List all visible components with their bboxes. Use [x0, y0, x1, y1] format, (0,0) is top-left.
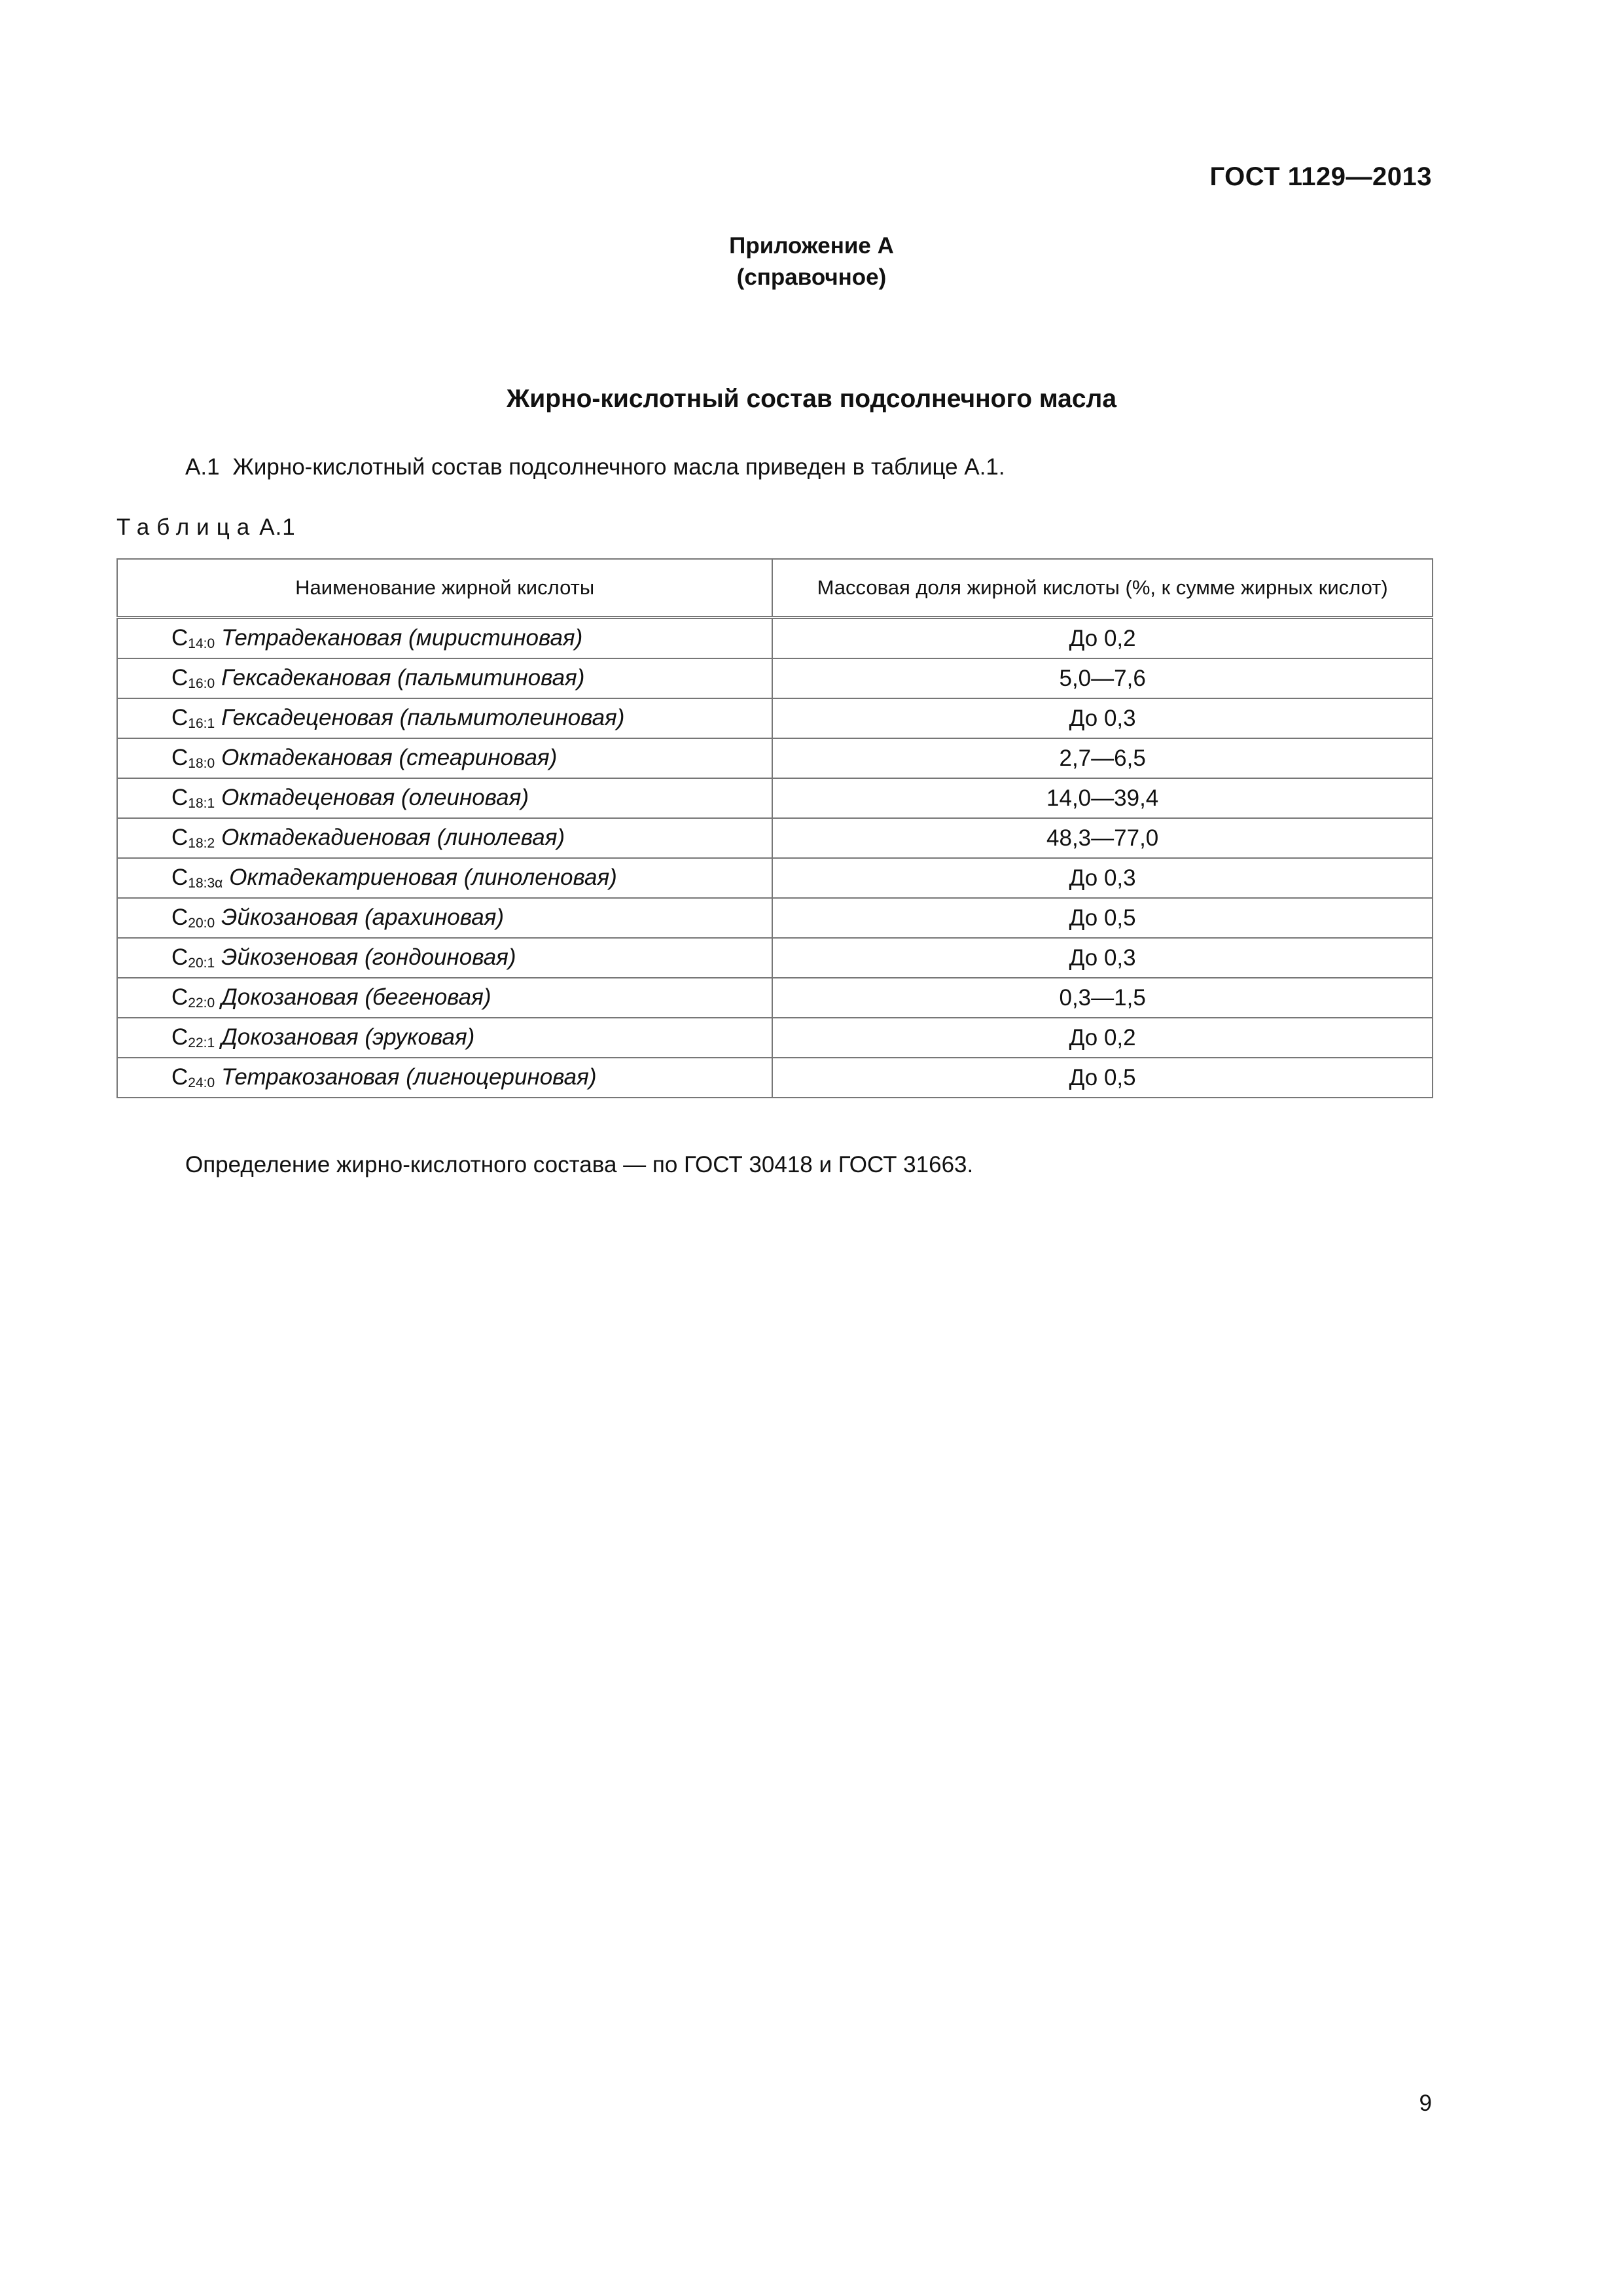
formula-index: 16:0	[188, 676, 215, 691]
acid-name: Тетракозановая (лигноцериновая)	[221, 1064, 597, 1090]
column-header-acid-name: Наименование жирной кислоты	[117, 559, 772, 618]
mass-fraction-cell: До 0,3	[772, 858, 1433, 898]
acid-name-cell	[117, 778, 772, 818]
table-caption	[116, 514, 296, 541]
formula-index: 20:1	[188, 956, 215, 971]
mass-fraction-cell: 0,3—1,5	[772, 978, 1433, 1018]
acid-name-cell	[117, 1058, 772, 1098]
acid-formula	[171, 984, 215, 1010]
formula-index: 22:0	[188, 996, 215, 1011]
formula-index: 18:0	[188, 756, 215, 771]
acid-formula	[171, 944, 215, 970]
acid-formula	[171, 1024, 215, 1050]
formula-letter: C	[171, 905, 188, 930]
table-body	[117, 618, 1433, 1098]
acid-name-cell	[117, 698, 772, 738]
mass-fraction-cell: 5,0—7,6	[772, 658, 1433, 698]
table-row	[117, 778, 1433, 818]
formula-letter: C	[171, 745, 188, 770]
table-row	[117, 618, 1433, 659]
acid-name: Гексадекановая (пальмитиновая)	[221, 665, 585, 691]
acid-name-cell	[117, 738, 772, 778]
acid-formula	[171, 745, 215, 770]
formula-letter: C	[171, 1024, 188, 1050]
table-row	[117, 938, 1433, 978]
table-row	[117, 1058, 1433, 1098]
acid-formula	[171, 625, 215, 651]
acid-name: Эйкозановая (арахиновая)	[221, 905, 505, 930]
acid-formula	[171, 865, 223, 890]
acid-name: Октадеценовая (олеиновая)	[221, 785, 529, 810]
acid-name: Докозановая (эруковая)	[221, 1024, 475, 1050]
annex-subtitle: (справочное)	[736, 264, 887, 290]
table-row	[117, 738, 1433, 778]
acid-name: Октадекадиеновая (линолевая)	[221, 825, 565, 850]
acid-name-cell	[117, 858, 772, 898]
table-row	[117, 978, 1433, 1018]
mass-fraction-cell: До 0,3	[772, 698, 1433, 738]
acid-name: Октадекатриеновая (линоленовая)	[229, 865, 617, 890]
formula-index: 18:2	[188, 836, 215, 851]
mass-fraction-cell: До 0,5	[772, 898, 1433, 938]
paragraph-a1	[185, 454, 1005, 480]
acid-formula	[171, 705, 215, 730]
table-row	[117, 858, 1433, 898]
acid-formula	[171, 665, 215, 691]
formula-letter: C	[171, 944, 188, 970]
section-title: Жирно-кислотный состав подсолнечного масла	[506, 385, 1117, 413]
formula-letter: C	[171, 1064, 188, 1090]
table-caption-word: Таблица	[116, 514, 257, 540]
acid-name: Докозановая (бегеновая)	[221, 984, 491, 1010]
paragraph-number: А.1	[185, 454, 220, 480]
fatty-acid-table	[116, 558, 1433, 1098]
mass-fraction-cell: До 0,2	[772, 618, 1433, 659]
acid-name-cell	[117, 938, 772, 978]
formula-letter: C	[171, 665, 188, 691]
page-number: 9	[1419, 2090, 1432, 2116]
formula-index: 22:1	[188, 1035, 215, 1050]
table-caption-number: А.1	[259, 514, 296, 540]
mass-fraction-cell: До 0,3	[772, 938, 1433, 978]
paragraph-text: Жирно-кислотный состав подсолнечного масла приведен в таблице А.1.	[232, 454, 1005, 480]
formula-letter: C	[171, 625, 188, 651]
formula-letter: C	[171, 705, 188, 730]
mass-fraction-cell: До 0,2	[772, 1018, 1433, 1058]
acid-formula	[171, 785, 215, 810]
formula-letter: C	[171, 984, 188, 1010]
formula-index: 18:1	[188, 796, 215, 811]
annex-heading	[0, 230, 1623, 293]
mass-fraction-cell: 2,7—6,5	[772, 738, 1433, 778]
acid-formula	[171, 1064, 215, 1090]
table-row	[117, 898, 1433, 938]
formula-index: 20:0	[188, 916, 215, 931]
document-code: ГОСТ 1129—2013	[1209, 162, 1432, 191]
mass-fraction-cell: До 0,5	[772, 1058, 1433, 1098]
method-note: Определение жирно-кислотного состава — по ГОСТ 30418 и ГОСТ 31663.	[185, 1152, 974, 1177]
formula-letter: C	[171, 825, 188, 850]
acid-formula	[171, 905, 215, 930]
formula-letter: C	[171, 785, 188, 810]
table-row	[117, 658, 1433, 698]
annex-title: Приложение А	[729, 233, 894, 259]
acid-name: Эйкозеновая (гондоиновая)	[221, 944, 516, 970]
acid-name-cell	[117, 898, 772, 938]
table-row	[117, 818, 1433, 858]
acid-name-cell	[117, 978, 772, 1018]
formula-index: 14:0	[188, 636, 215, 651]
acid-name-cell	[117, 658, 772, 698]
formula-letter: C	[171, 865, 188, 890]
mass-fraction-cell: 48,3—77,0	[772, 818, 1433, 858]
acid-name: Октадекановая (стеариновая)	[221, 745, 558, 770]
table-row	[117, 1018, 1433, 1058]
acid-name: Тетрадекановая (миристиновая)	[221, 625, 583, 651]
table-row	[117, 698, 1433, 738]
acid-name-cell	[117, 818, 772, 858]
acid-name-cell	[117, 1018, 772, 1058]
acid-name: Гексадеценовая (пальмитолеиновая)	[221, 705, 625, 730]
column-header-mass-fraction: Массовая доля жирной кислоты (%, к сумме жирных кислот)	[772, 559, 1433, 618]
formula-index: 24:0	[188, 1075, 215, 1090]
table-header-row	[117, 559, 1433, 618]
acid-name-cell	[117, 618, 772, 659]
acid-formula	[171, 825, 215, 850]
formula-index: 18:3α	[188, 876, 223, 891]
mass-fraction-cell: 14,0—39,4	[772, 778, 1433, 818]
formula-index: 16:1	[188, 716, 215, 731]
